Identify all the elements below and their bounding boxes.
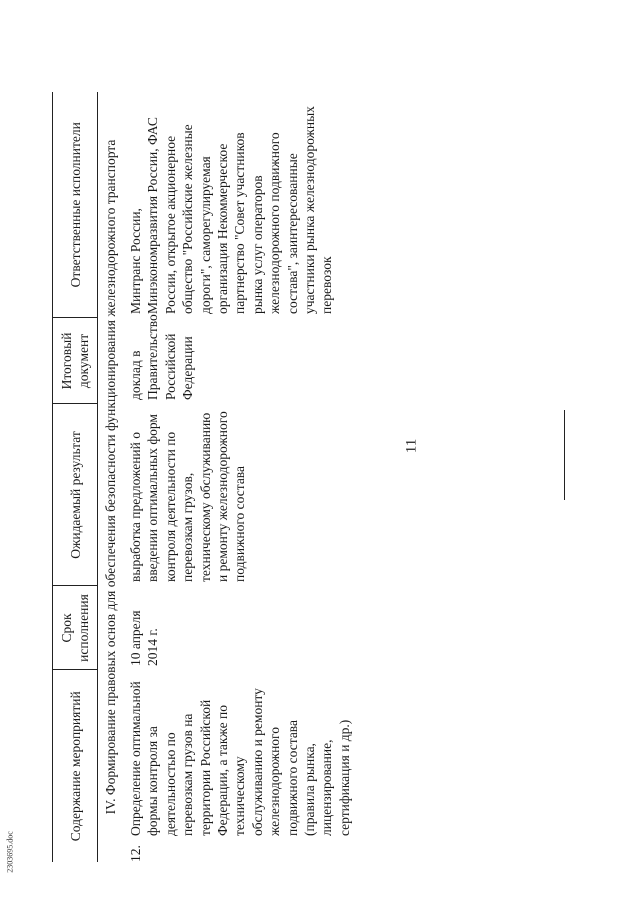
section-row — [98, 92, 126, 862]
column-header-expected-result: Ожидаемый результат — [53, 404, 98, 586]
row-deadline: 10 апреля 2014 г. — [128, 610, 161, 666]
column-header-deadline: Срок исполнения — [53, 586, 98, 670]
table-header-row — [53, 92, 98, 862]
row-final-document: доклад в Правительство Российской Федерации — [128, 314, 196, 400]
rotated-table-container — [52, 92, 574, 862]
page-number: 11 — [403, 438, 420, 454]
measures-table — [52, 92, 353, 862]
row-expected-result: выработка предложений о введении оптимальных форм контроля деятельности по перевозкам грузов, техническому обслуживанию и ремонту железнодорожного подвижного состава — [128, 411, 248, 582]
row-responsible: Минтранс России, Минэкономразвития России, ФАС России, открытое акционерное общество "Российские железные дороги", саморегулируемая организация Некоммерческое партнерство "Совет участников рынка услуг операторов железнодорожного подвижного состава", заинтересованные участники рынка железнодорожных перевозок — [128, 106, 335, 314]
column-header-final-document: Итоговый документ — [53, 318, 98, 404]
row-content: Определение оптимальной формы контроля за деятельностью по перевозкам грузов на территории Российской Федерации, а также по техническому обслуживанию и ремонту железнодорожного подвижного состава (правила рынка, лицензирование, сертификация и др.) — [128, 681, 352, 836]
section-title: IV. Формирование правовых основ для обеспечения безопасности функционирования железнодорожного транспорта — [103, 139, 118, 815]
footer-document-code: 2303695.doc — [5, 831, 15, 873]
row-number: 12. — [128, 845, 143, 862]
column-header-content: Содержание мероприятий — [53, 670, 98, 862]
table-row — [125, 92, 353, 862]
column-header-responsible: Ответственные исполнители — [53, 92, 98, 318]
